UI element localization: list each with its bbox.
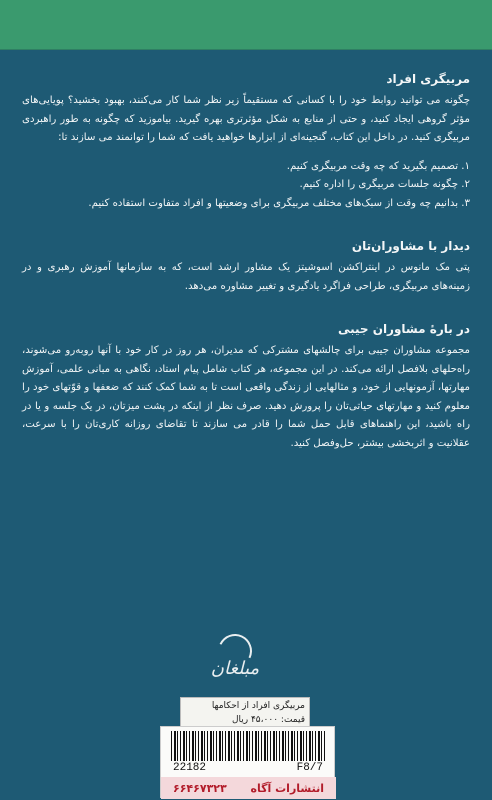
barcode-label — [160, 726, 335, 798]
section-title: در بارهٔ مشاوران جیبی — [337, 322, 470, 336]
list-item: ۳. بدانیم چه وقت از سبک‌های مختلف مربیگری برای وضعیتها و افراد متفاوت استفاده کنیم. — [88, 197, 470, 209]
barcode-icon — [171, 731, 326, 761]
barcode-codes — [173, 762, 323, 774]
barcode-code-left: 22182 — [173, 762, 207, 774]
section-title: دیدار با مشاوران‌تان — [351, 239, 470, 253]
barcode-code-right: F8/7 — [296, 762, 323, 774]
price-sticker — [180, 697, 310, 727]
list-item: ۲. چگونه جلسات مربیگری را اداره کنیم. — [299, 179, 470, 190]
publisher-logo — [200, 640, 270, 700]
section-paragraph: چگونه می توانید روابط خود را با کسانی که مستقیماً زیر نظر شما کار می‌کنند، بهبود بخشید؟ پویایی‌های مؤثر گروهی ایجاد کنید، و حتی از منابع به شکل مؤثرتری بهره گیرید. بیاموزید که چگونه به طور راهبردی مربیگری کنید. در داخل این کتاب، گنجینه‌ای از ابزارها خواهید یافت که شما را توانمند می سازند تا: — [22, 95, 470, 143]
skills-list — [22, 158, 470, 214]
sticker-price: قیمت: ۴۵،۰۰۰ ریال — [231, 715, 305, 725]
sticker-title: مربیگری افراد از احکامها — [211, 701, 305, 711]
section-paragraph: پتی مک مانوس در اینتراکشن اسوشیتز یک مشاور ارشد است، که به سازمانها آموزش رهبری و در زمینه‌های مربیگری، طراحی فراگرد یادگیری و تغییر مشاوره می‌دهد. — [22, 262, 470, 292]
section-about-series — [22, 322, 470, 453]
section-paragraph: مجموعه مشاوران جیبی برای چالشهای مشترکی که مدیران، هر روز در کار خود با آنها روبه‌رو می‌شوند، راه‌حلهای بلافصل ارائه می‌کند. در این مجموعه، هر کتاب شامل پیام استاد، نگاهی به مبانی علمی، آموزش مهارتها، آزمونهایی از خود، و مثالهایی از زندگی واقعی است تا به شما کمک کنند که ضعفها و قوّتهای خود را معلوم کنید و مهارتهای حیاتی‌تان را پرورش دهید. صرف نظر از اینکه در پشت میزتان، در یک جلسه و یا در راه باشید، این راهنماهای قابل حمل شما را قادر می سازند تا تقاضای روزانه کاری‌تان را با سرعت، عقلانیت و اثربخشی بیشتر، حل‌وفصل کنید. — [22, 345, 470, 449]
back-cover-text — [22, 72, 470, 453]
list-item: ۱. تصمیم بگیرید که چه وقت مربیگری کنیم. — [286, 160, 470, 172]
publisher-strip — [161, 777, 336, 799]
publisher-name: انتشارات آگاه — [250, 781, 324, 795]
publisher-phone: ۶۶۴۶۷۳۲۳ — [173, 781, 227, 795]
section-meet-advisors — [22, 239, 470, 296]
section-title: مربیگری افراد — [386, 72, 470, 86]
logo-text: مبلغان — [210, 658, 260, 679]
section-coaching — [22, 72, 470, 213]
top-green-band — [0, 0, 492, 50]
